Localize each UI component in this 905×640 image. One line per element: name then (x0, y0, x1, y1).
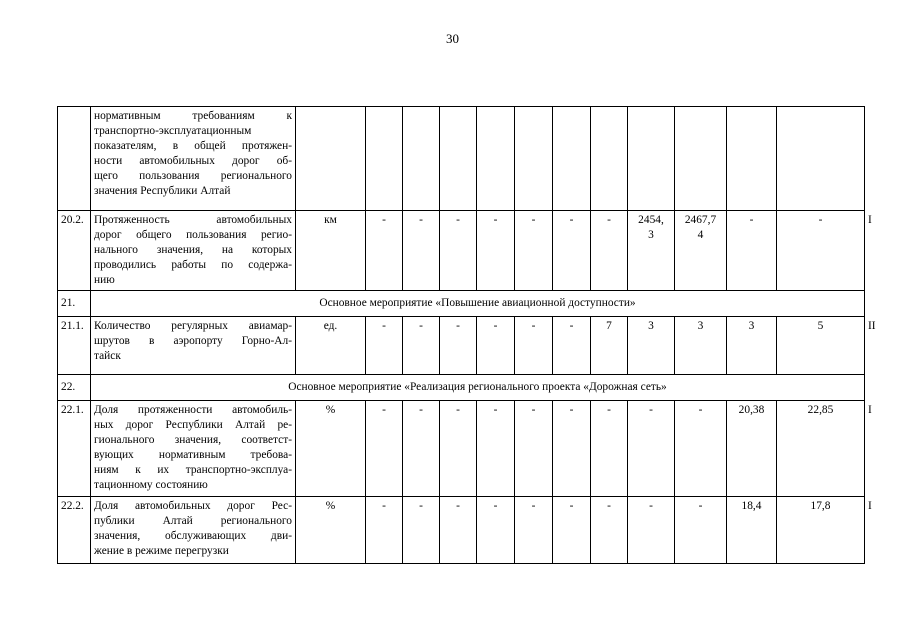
indicator-name-line: ных дорог Республики Алтай ре- (94, 419, 292, 431)
section-row (58, 375, 865, 401)
row-number (58, 107, 91, 211)
indicator-name-line: значения Республики Алтай (94, 185, 231, 197)
value-cell: - (591, 401, 628, 497)
indicator-name-line: Доля протяженности автомобиль- (94, 404, 292, 416)
value-cell: - (777, 211, 865, 291)
value-cell: 3 (727, 317, 777, 375)
row-number: 22. (58, 375, 91, 401)
value-cell: 3 (628, 317, 675, 375)
section-row (58, 291, 865, 317)
value-cell: - (553, 401, 591, 497)
page-number: 30 (446, 31, 459, 46)
value-cell (477, 107, 515, 211)
indicator-name-line: вующих нормативным требова- (94, 449, 292, 461)
value-cell (553, 107, 591, 211)
table-row (58, 107, 865, 211)
value-cell: - (477, 401, 515, 497)
value-cell: - (515, 211, 553, 291)
section-title: Основное мероприятие «Реализация регионального проекта «Дорожная сеть» (91, 375, 865, 401)
indicator-name-line: щего пользования регионального (94, 170, 292, 182)
table-row: 21.1. Количество регулярных авиамар- шрутов в аэропорту Горно-Ал- тайск ед. - - - - - - 7 3 3 3 5 II (58, 317, 865, 375)
value-cell (366, 107, 403, 211)
value-cell: - (366, 401, 403, 497)
value-cell (591, 107, 628, 211)
value-cell: - (477, 211, 515, 291)
value-cell: - (515, 317, 553, 375)
value-cell: - (515, 497, 553, 564)
value-cell: - (403, 317, 440, 375)
indicator-name-line: тайск (94, 350, 121, 362)
value-cell: 3 (675, 317, 727, 375)
row-number: 20.2. (58, 211, 91, 291)
value-cell (515, 107, 553, 211)
indicator-name-line: жение в режиме перегрузки (94, 545, 229, 557)
value-cell: - (403, 401, 440, 497)
value-cell: - (553, 317, 591, 375)
value-cell: - (403, 497, 440, 564)
value-cell: 2467,7 4 (675, 211, 727, 291)
value-cell: - (440, 401, 477, 497)
value-cell: - (440, 211, 477, 291)
indicators-table (57, 106, 876, 564)
value-cell (777, 107, 865, 211)
value-cell: 22,85 (777, 401, 865, 497)
indicator-name-line: транспортно-эксплуатационным (94, 125, 252, 137)
table-row: 22.2. Доля автомобильных дорог Рес- публики Алтай регионального значения, обслуживающих дви- жение в режиме перегрузки % - - - - - - - - - 18,4 17,8 I (58, 497, 865, 564)
value-cell: - (675, 401, 727, 497)
section-title: Основное мероприятие «Повышение авиационной доступности» (91, 291, 865, 317)
value-cell: - (477, 317, 515, 375)
table-row: 22.1. Доля протяженности автомобиль- ных дорог Республики Алтай ре- гионального значения, соответст- вующих нормативным требова- ниям к их транспортно-эксплуа- тационному состоянию % - - - - - - - - - 20,38 22,85 I (58, 401, 865, 497)
value-cell: - (628, 401, 675, 497)
value-cell: - (727, 211, 777, 291)
value-cell: 7 (591, 317, 628, 375)
value-cell: - (515, 401, 553, 497)
value-cell: - (440, 497, 477, 564)
unit-cell: % (296, 497, 366, 564)
value-cell: - (477, 497, 515, 564)
value-cell: - (366, 497, 403, 564)
table-row: 20.2. Протяженность автомобильных дорог общего пользования регио- нального значения, на которых проводились работы по содержа- нию км - - - - - - - 2454, 3 2467,7 4 - - I (58, 211, 865, 291)
value-cell: 17,8 (777, 497, 865, 564)
indicator-name-line: публики Алтай регионального (94, 515, 292, 527)
indicator-name-line: гионального значения, соответст- (94, 434, 292, 446)
indicator-name-line: нормативным требованиям к (94, 110, 292, 122)
value-cell: - (366, 211, 403, 291)
indicator-name-line: нию (94, 274, 115, 286)
value-cell: 18,4 (727, 497, 777, 564)
table-body (58, 107, 876, 564)
indicator-name (91, 401, 296, 497)
value-cell (403, 107, 440, 211)
value-cell: - (553, 497, 591, 564)
indicator-name-line: дорог общего пользования регио- (94, 229, 292, 241)
indicator-name-line: шрутов в аэропорту Горно-Ал- (94, 335, 292, 347)
row-number: 22.1. (58, 401, 91, 497)
value-cell: - (675, 497, 727, 564)
indicator-name-line: тационному состоянию (94, 479, 208, 491)
value-cell: - (366, 317, 403, 375)
value-cell (675, 107, 727, 211)
unit-cell: ед. (296, 317, 366, 375)
indicator-name (91, 211, 296, 291)
value-cell: - (403, 211, 440, 291)
indicator-name-line: проводились работы по содержа- (94, 259, 292, 271)
value-cell: - (628, 497, 675, 564)
unit-cell: км (296, 211, 366, 291)
value-cell: - (440, 317, 477, 375)
value-cell: 2454, 3 (628, 211, 675, 291)
value-cell: 20,38 (727, 401, 777, 497)
row-number: 21.1. (58, 317, 91, 375)
indicator-name-line: нального значения, на которых (94, 244, 292, 256)
value-cell: - (591, 211, 628, 291)
value-cell: - (553, 211, 591, 291)
indicator-name-line: Количество регулярных авиамар- (94, 320, 292, 332)
indicator-name-line: Доля автомобильных дорог Рес- (94, 500, 292, 512)
value-cell (727, 107, 777, 211)
indicator-name-line: Протяженность автомобильных (94, 214, 292, 226)
indicator-name-line: ности автомобильных дорог об- (94, 155, 292, 167)
row-number: 22.2. (58, 497, 91, 564)
value-cell (440, 107, 477, 211)
row-number: 21. (58, 291, 91, 317)
value-cell (628, 107, 675, 211)
value-cell: 5 (777, 317, 865, 375)
indicator-name (91, 107, 296, 211)
unit-cell (296, 107, 366, 211)
indicator-name-line: показателям, в общей протяжен- (94, 140, 292, 152)
indicator-name (91, 317, 296, 375)
value-cell: - (591, 497, 628, 564)
unit-cell: % (296, 401, 366, 497)
indicator-name (91, 497, 296, 564)
indicator-name-line: ниям к их транспортно-эксплуа- (94, 464, 292, 476)
indicator-name-line: значения, обслуживающих дви- (94, 530, 292, 542)
